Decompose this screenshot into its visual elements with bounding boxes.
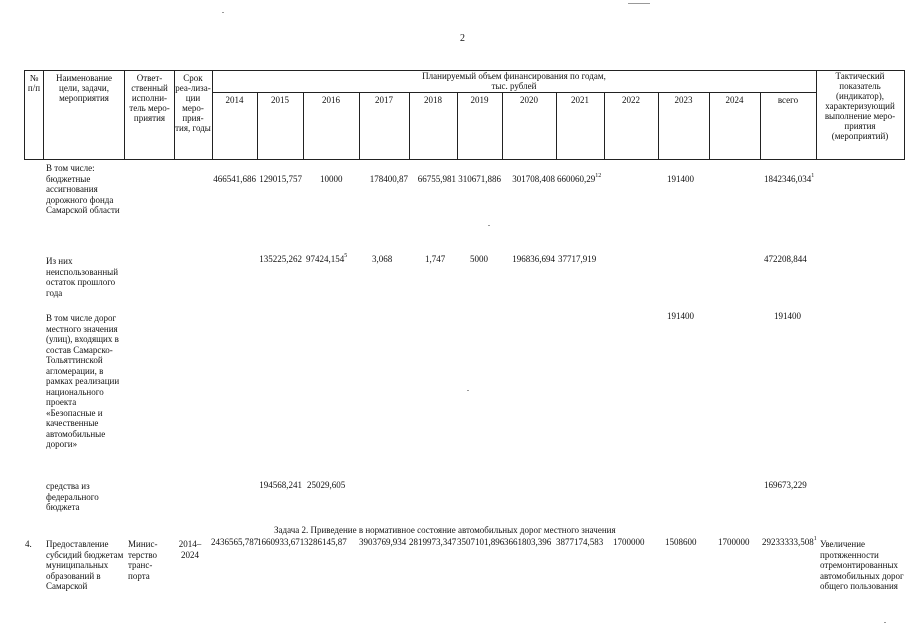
- cell-total: 191400: [774, 311, 801, 321]
- header-year: 2017: [375, 95, 393, 105]
- header-col-name: Наименование цели, задачи, мероприятия: [55, 73, 113, 103]
- cell-2017: 3903769,934: [359, 537, 407, 547]
- page-number: 2: [460, 33, 465, 44]
- header-year: всего: [777, 95, 799, 105]
- cell-2019: 3507101,896: [457, 537, 505, 547]
- cell-2024: 1700000: [718, 537, 750, 547]
- cell-2023: 191400: [667, 174, 694, 184]
- cell-total: 1842346,034$^1$: [764, 173, 815, 184]
- cell-2016: 10000: [320, 174, 343, 184]
- row-label: В том числе дорог местного значения (улиц), входящих в состав Самарско-Тольяттинской агломерации, в рамках реализации национального проекта «Безопасные и качественные автомобильные дороги»: [46, 313, 120, 449]
- row-number: 4.: [25, 539, 32, 549]
- row-label: средства из федерального бюджета: [46, 481, 99, 512]
- row-term: 2014–2024: [178, 539, 202, 560]
- cell-2020: 196836,694: [512, 254, 555, 264]
- header-year: 2022: [622, 95, 640, 105]
- cell-2015: 129015,757: [259, 174, 302, 184]
- header-year: 2019: [470, 95, 489, 105]
- header-year: 2021: [571, 95, 589, 105]
- cell-2015: 135225,262: [259, 254, 302, 264]
- cell-2020: 3661803,396: [504, 537, 552, 547]
- row-responsible: Минис-терство транс-порта: [128, 539, 158, 581]
- scan-speck: [628, 3, 650, 4]
- cell-2018: 66755,981: [417, 174, 456, 184]
- header-year: 2016: [322, 95, 340, 105]
- row-label: Предоставление субсидий бюджетам муниципальных образований в Самарской: [46, 539, 124, 591]
- scan-speck: [884, 622, 886, 623]
- cell-2015: 1660933,671: [257, 537, 305, 547]
- task-2-title: Задача 2. Приведение в нормативное состояние автомобильных дорог местного значения: [274, 525, 616, 535]
- cell-2021: 3877174,583: [556, 537, 604, 547]
- header-col-term: Срок реа-лиза-ции меро-прия-тия, годы: [175, 73, 211, 133]
- header-year: 2020: [520, 95, 538, 105]
- row-label: Из них неиспользованный остаток прошлого года: [46, 256, 119, 298]
- cell-2023: 1508600: [665, 537, 697, 547]
- cell-2023: 191400: [667, 311, 694, 321]
- header-year: 2014: [225, 95, 244, 105]
- cell-2015: 194568,241: [259, 480, 302, 490]
- scan-speck: [488, 225, 490, 226]
- cell-2019: 5000: [470, 254, 488, 264]
- row-indicator: Увеличение протяженности отремонтированных автомобильных дорог общего пользования: [820, 539, 904, 591]
- cell-2016: 25029,605: [307, 480, 346, 490]
- cell-2021: 37717,919: [558, 254, 597, 264]
- cell-2017: 3,068: [372, 254, 393, 264]
- cell-total: 472208,844: [764, 254, 807, 264]
- row-label: В том числе: бюджетные ассигнования дорожного фонда Самарской области: [46, 163, 120, 215]
- header-col-responsible: Ответ-ственный исполни-тель меро-приятия: [129, 73, 170, 123]
- grid-line: [43, 70, 44, 160]
- cell-2014: 2436565,787: [211, 537, 259, 547]
- header-bottom-border: [24, 159, 905, 160]
- cell-total: 29233333,508$^1$: [762, 536, 817, 547]
- header-year: 2024: [725, 95, 744, 105]
- cell-2019: 310671,886: [458, 174, 501, 184]
- header-col-indicator: Тактический показатель (индикатор), характеризующий выполнение меро-приятия (мероприятий): [824, 71, 896, 141]
- cell-total: 169673,229: [764, 480, 807, 490]
- cell-2020: 301708,408: [512, 174, 555, 184]
- header-year: 2023: [674, 95, 693, 105]
- scan-speck: [467, 390, 469, 391]
- scan-speck: [222, 12, 224, 13]
- cell-2018: 2819973,347: [409, 537, 457, 547]
- cell-2016: 97424,154$^5$: [306, 253, 348, 264]
- header-fin-unit: тыс. рублей: [491, 81, 537, 91]
- cell-2022: 1700000: [613, 537, 645, 547]
- header-year: 2018: [424, 95, 442, 105]
- grid-line: [124, 70, 125, 160]
- header-col-num: № п/п: [27, 73, 41, 93]
- header-fin-title: Планируемый объем финансирования по годам,: [422, 71, 606, 81]
- cell-2018: 1,747: [425, 254, 446, 264]
- cell-2017: 178400,87: [369, 174, 408, 184]
- cell-2016: 3286145,87: [304, 537, 347, 547]
- cell-2021: 660060,29$^{12}$: [557, 173, 602, 184]
- cell-2014: 466541,686: [213, 174, 256, 184]
- header-year: 2015: [271, 95, 289, 105]
